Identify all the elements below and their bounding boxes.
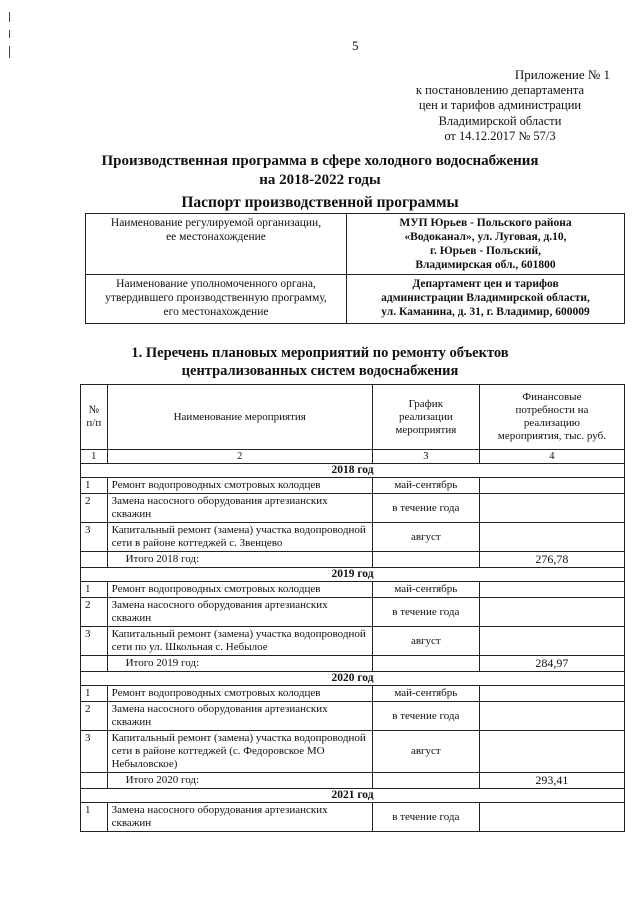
appendix-line: от 14.12.2017 № 57/3 [444, 129, 556, 143]
total-value: 293,41 [479, 773, 624, 789]
year-label: 2021 год [81, 789, 625, 803]
appendix-line: к постановлению департамента [415, 82, 585, 97]
item-number: 3 [81, 627, 108, 656]
year-row [81, 568, 625, 582]
table-row [81, 803, 625, 832]
year-label: 2018 год [81, 464, 625, 478]
passport-value [347, 275, 625, 324]
header-finance [479, 385, 624, 450]
item-name: Ремонт водопроводных смотровых колодцев [107, 582, 372, 598]
item-name: Замена насосного оборудования артезианских скважин [107, 803, 372, 832]
item-number: 2 [81, 702, 108, 731]
table-row [81, 523, 625, 552]
passport-label [86, 214, 347, 275]
measures-table [80, 384, 625, 832]
item-number: 1 [81, 582, 108, 598]
table-header-row [81, 385, 625, 450]
item-schedule: август [372, 523, 479, 552]
total-value: 276,78 [479, 552, 624, 568]
item-name: Ремонт водопроводных смотровых колодцев [107, 686, 372, 702]
section-title [0, 344, 640, 380]
document-title [0, 152, 640, 190]
item-finance [479, 478, 624, 494]
passport-label-text: Наименование регулируемой организации, ее местонахождение [110, 217, 322, 243]
total-empty-cell [81, 656, 108, 672]
passport-row [86, 275, 625, 324]
margin-marks [9, 12, 13, 60]
column-number: 4 [479, 450, 624, 464]
passport-title: Паспорт производственной программы [181, 194, 459, 211]
passport-value-text: МУП Юрьев - Польского района «Водоканал», ул. Луговая, д.10, г. Юрьев - Польский, Владимирская обл., 601800 [399, 217, 572, 271]
table-row [81, 582, 625, 598]
item-schedule: в течение года [372, 702, 479, 731]
passport-label-text: Наименование уполномоченного органа, утвердившего производственную программу, его местонахождение [105, 278, 327, 318]
column-number: 1 [81, 450, 108, 464]
item-finance [479, 494, 624, 523]
total-empty-cell [372, 552, 479, 568]
item-name: Ремонт водопроводных смотровых колодцев [107, 478, 372, 494]
header-name [107, 385, 372, 450]
year-label: 2020 год [81, 672, 625, 686]
table-row [81, 598, 625, 627]
item-schedule: август [372, 627, 479, 656]
table-row [81, 731, 625, 773]
table-row [81, 686, 625, 702]
total-empty-cell [372, 656, 479, 672]
total-empty-cell [372, 773, 479, 789]
item-schedule: май-сентябрь [372, 686, 479, 702]
item-schedule: май-сентябрь [372, 582, 479, 598]
header-num [81, 385, 108, 450]
item-name: Замена насосного оборудования артезианских скважин [107, 494, 372, 523]
item-finance [479, 702, 624, 731]
total-row [81, 656, 625, 672]
header-name-text: Наименование мероприятия [173, 410, 306, 423]
passport-value [347, 214, 625, 275]
header-schedule-text: График реализации мероприятия [395, 397, 457, 436]
item-finance [479, 582, 624, 598]
appendix-title: Приложение № 1 [514, 67, 610, 82]
total-label: Итого 2018 год: [107, 552, 372, 568]
page-number: 5 [352, 38, 359, 53]
passport-table [85, 213, 625, 324]
header-num-text: № п/п [86, 404, 102, 429]
item-number: 2 [81, 494, 108, 523]
year-label: 2019 год [81, 568, 625, 582]
item-schedule: август [372, 731, 479, 773]
item-name: Капитальный ремонт (замена) участка водопроводной сети в районе коттеджей (с. Федоровское МО Небыловское) [107, 731, 372, 773]
appendix-block [390, 67, 610, 145]
section-title-line: централизованных систем водоснабжения [181, 363, 459, 379]
document-title-line: Производственная программа в сфере холодного водоснабжения [101, 153, 539, 169]
passport-value-text: Департамент цен и тарифов администрации Владимирской области, ул. Каманина, д. 31, г. Владимир, 600009 [381, 278, 590, 318]
item-number: 3 [81, 731, 108, 773]
item-finance [479, 686, 624, 702]
total-label: Итого 2019 год: [107, 656, 372, 672]
table-row [81, 627, 625, 656]
column-number-row [81, 450, 625, 464]
item-finance [479, 627, 624, 656]
item-number: 1 [81, 478, 108, 494]
table-row [81, 494, 625, 523]
item-finance [479, 731, 624, 773]
total-empty-cell [81, 773, 108, 789]
year-row [81, 464, 625, 478]
appendix-line: Владимирской области [438, 113, 562, 128]
item-number: 2 [81, 598, 108, 627]
total-label: Итого 2020 год: [107, 773, 372, 789]
item-schedule: в течение года [372, 598, 479, 627]
total-empty-cell [81, 552, 108, 568]
table-row [81, 478, 625, 494]
column-number: 3 [372, 450, 479, 464]
passport-row [86, 214, 625, 275]
item-name: Замена насосного оборудования артезианских скважин [107, 598, 372, 627]
total-row [81, 552, 625, 568]
item-finance [479, 598, 624, 627]
year-row [81, 672, 625, 686]
total-value: 284,97 [479, 656, 624, 672]
table-row [81, 702, 625, 731]
item-name: Капитальный ремонт (замена) участка водопроводной сети в районе коттеджей с. Звенцево [107, 523, 372, 552]
header-schedule [372, 385, 479, 450]
document-title-line: на 2018-2022 годы [259, 172, 381, 188]
total-row [81, 773, 625, 789]
appendix-line: цен и тарифов администрации [418, 98, 582, 112]
item-number: 3 [81, 523, 108, 552]
item-finance [479, 803, 624, 832]
item-number: 1 [81, 686, 108, 702]
section-title-line: 1. Перечень плановых мероприятий по ремонту объектов [131, 345, 509, 361]
passport-label [86, 275, 347, 324]
item-schedule: в течение года [372, 803, 479, 832]
item-name: Замена насосного оборудования артезианских скважин [107, 702, 372, 731]
header-finance-text: Финансовые потребности на реализацию мероприятия, тыс. руб. [497, 391, 606, 442]
item-number: 1 [81, 803, 108, 832]
item-schedule: в течение года [372, 494, 479, 523]
year-row [81, 789, 625, 803]
item-schedule: май-сентябрь [372, 478, 479, 494]
item-finance [479, 523, 624, 552]
item-name: Капитальный ремонт (замена) участка водопроводной сети по ул. Школьная с. Небылое [107, 627, 372, 656]
column-number: 2 [107, 450, 372, 464]
